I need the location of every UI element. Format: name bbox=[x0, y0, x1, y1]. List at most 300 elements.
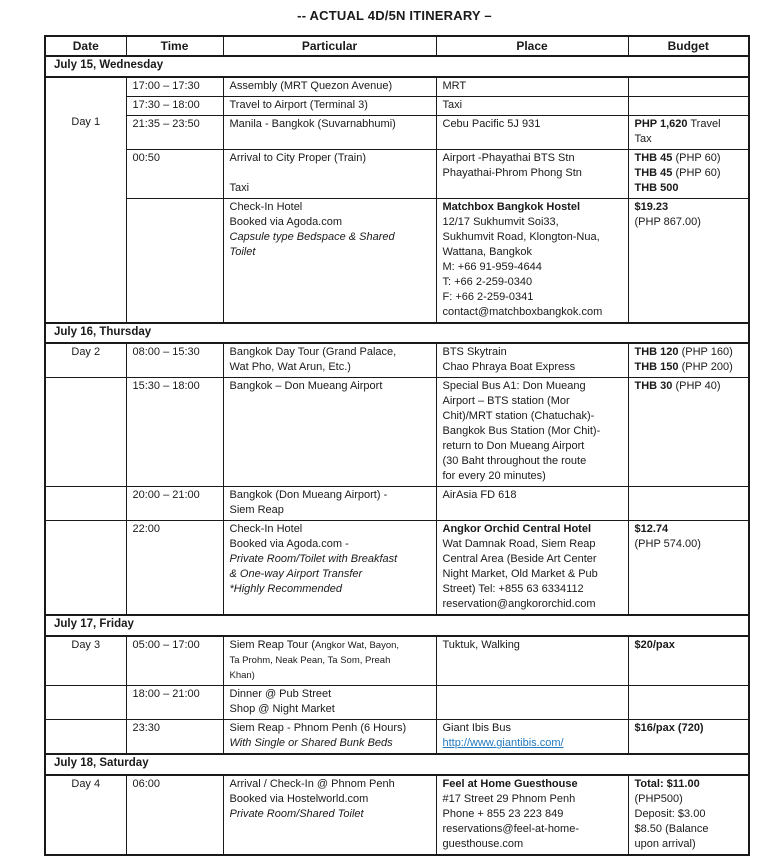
text-line bbox=[230, 166, 430, 181]
text-line bbox=[443, 290, 622, 305]
itinerary-row bbox=[45, 96, 749, 115]
text-line bbox=[443, 98, 622, 113]
date-section-label: July 16, Thursday bbox=[45, 323, 749, 344]
text-segment: #17 Street 29 Phnom Penh bbox=[442, 793, 576, 805]
text-segment: return to Don Mueang Airport bbox=[442, 440, 585, 453]
text-segment: (PHP500) bbox=[634, 793, 683, 805]
text-line bbox=[443, 469, 622, 484]
text-line bbox=[230, 567, 430, 582]
text-line bbox=[443, 215, 622, 230]
particular-cell bbox=[223, 115, 436, 149]
date-section-row bbox=[45, 615, 749, 636]
text-segment: Day 1 bbox=[71, 115, 101, 128]
text-line bbox=[133, 98, 217, 113]
particular-cell bbox=[223, 636, 436, 686]
text-segment: 05:00 – 17:00 bbox=[132, 638, 200, 651]
text-segment: $8.50 (Balance bbox=[634, 823, 709, 835]
text-line bbox=[133, 151, 217, 166]
text-segment: Day 3 bbox=[71, 638, 101, 651]
text-segment: (PHP 867.00) bbox=[634, 215, 701, 228]
text-segment: Tax bbox=[634, 132, 652, 145]
budget-cell bbox=[628, 77, 749, 97]
text-line bbox=[230, 552, 430, 567]
itinerary-row bbox=[45, 149, 749, 198]
time-cell bbox=[126, 96, 223, 115]
text-segment: Manila - Bangkok (Suvarnabhumi) bbox=[229, 117, 396, 130]
text-segment: M: +66 91-959-4644 bbox=[442, 260, 542, 273]
text-segment: Phone + 855 23 223 849 bbox=[442, 808, 564, 820]
place-cell bbox=[436, 96, 628, 115]
text-segment: Chit)/MRT station (Chatuchak)- bbox=[442, 410, 595, 423]
text-line bbox=[52, 115, 120, 130]
text-line bbox=[230, 687, 430, 702]
time-cell bbox=[126, 77, 223, 97]
text-line bbox=[230, 98, 430, 113]
text-line bbox=[443, 379, 622, 394]
text-segment: Giant Ibis Bus bbox=[442, 722, 511, 735]
text-segment: 22:00 bbox=[132, 523, 161, 536]
date-cell bbox=[45, 775, 126, 855]
date-cell bbox=[45, 77, 126, 323]
text-segment: Taxi bbox=[442, 98, 463, 111]
text-segment: MRT bbox=[442, 79, 467, 92]
date-section-label: July 15, Wednesday bbox=[45, 56, 749, 77]
text-segment: Travel to Airport (Terminal 3) bbox=[229, 98, 368, 111]
text-line bbox=[133, 638, 217, 653]
text-segment: Bangkok Bus Station (Mor Chit)- bbox=[442, 425, 601, 438]
text-segment: 15:30 – 18:00 bbox=[132, 380, 200, 393]
text-segment: Wat Damnak Road, Siem Reap bbox=[442, 538, 596, 551]
text-line bbox=[230, 488, 430, 503]
itinerary-row bbox=[45, 775, 749, 855]
budget-cell bbox=[628, 720, 749, 755]
text-segment: Booked via Hostelworld.com bbox=[229, 793, 369, 805]
text-segment: Siem Reap Tour ( bbox=[229, 638, 315, 651]
text-segment: Matchbox Bangkok Hostel bbox=[442, 200, 581, 213]
place-cell bbox=[436, 775, 628, 855]
text-segment: Siem Reap - Phnom Penh (6 Hours) bbox=[229, 722, 407, 735]
text-segment: (PHP 574.00) bbox=[634, 538, 701, 551]
text-line bbox=[443, 454, 622, 469]
text-segment: $16/pax (720) bbox=[634, 722, 704, 735]
place-cell bbox=[436, 521, 628, 616]
text-segment: Tuktuk, Walking bbox=[442, 638, 520, 651]
text-segment: Night Market, Old Market & Pub bbox=[442, 568, 598, 581]
text-line bbox=[443, 151, 622, 166]
text-segment: Angkor Orchid Central Hotel bbox=[442, 523, 592, 536]
text-segment: Airport -Phayathai BTS Stn bbox=[442, 151, 575, 164]
date-cell bbox=[45, 343, 126, 378]
budget-cell bbox=[628, 198, 749, 323]
text-segment: THB 500 bbox=[634, 181, 679, 194]
time-cell bbox=[126, 720, 223, 755]
place-cell bbox=[436, 636, 628, 686]
particular-cell bbox=[223, 149, 436, 198]
text-segment: (PHP 200) bbox=[678, 361, 733, 374]
budget-cell bbox=[628, 686, 749, 720]
text-segment: THB 45 bbox=[634, 166, 673, 179]
place-cell bbox=[436, 149, 628, 198]
text-line bbox=[635, 522, 743, 537]
text-line bbox=[443, 736, 622, 751]
budget-cell bbox=[628, 636, 749, 686]
text-segment: reservation@angkororchid.com bbox=[442, 598, 596, 611]
itinerary-row bbox=[45, 343, 749, 378]
date-section-label: July 17, Friday bbox=[45, 615, 749, 636]
text-line bbox=[230, 721, 430, 736]
text-segment: 06:00 bbox=[132, 778, 161, 790]
time-cell bbox=[126, 487, 223, 521]
budget-cell bbox=[628, 115, 749, 149]
text-line bbox=[230, 503, 430, 518]
text-line bbox=[443, 200, 622, 215]
text-segment: PHP 1,620 bbox=[634, 117, 688, 130]
text-line bbox=[635, 537, 743, 552]
text-line bbox=[443, 537, 622, 552]
particular-cell bbox=[223, 775, 436, 855]
text-segment: Bangkok Day Tour (Grand Palace, bbox=[229, 346, 397, 359]
text-segment: Day 2 bbox=[71, 346, 101, 359]
text-line bbox=[635, 360, 743, 375]
time-cell bbox=[126, 686, 223, 720]
particular-cell bbox=[223, 77, 436, 97]
text-line bbox=[133, 687, 217, 702]
text-line bbox=[230, 360, 430, 375]
time-cell bbox=[126, 378, 223, 487]
text-segment: 17:00 – 17:30 bbox=[132, 79, 200, 92]
itinerary-row bbox=[45, 720, 749, 755]
text-line bbox=[443, 230, 622, 245]
text-line bbox=[133, 79, 217, 94]
text-segment: Private Room/Toilet with Breakfast bbox=[229, 553, 398, 566]
text-segment: 00:50 bbox=[132, 151, 161, 164]
text-line bbox=[443, 638, 622, 653]
text-line bbox=[443, 822, 622, 837]
text-line bbox=[133, 777, 217, 792]
text-segment: 20:00 – 21:00 bbox=[132, 489, 200, 502]
text-segment: Wattana, Bangkok bbox=[442, 245, 532, 258]
text-segment: & One-way Airport Transfer bbox=[229, 568, 363, 581]
text-segment: F: +66 2-259-0341 bbox=[442, 290, 534, 303]
text-segment: Sukhumvit Road, Klongton-Nua, bbox=[442, 230, 600, 243]
text-segment: Travel bbox=[687, 117, 721, 130]
itinerary-table bbox=[44, 35, 750, 856]
text-segment: Check-In Hotel bbox=[229, 523, 303, 536]
text-line bbox=[443, 394, 622, 409]
text-segment: Khan) bbox=[229, 669, 255, 681]
time-cell bbox=[126, 521, 223, 616]
text-line bbox=[52, 345, 120, 360]
text-line bbox=[443, 409, 622, 424]
date-section-label: July 18, Saturday bbox=[45, 754, 749, 775]
text-line bbox=[443, 552, 622, 567]
budget-cell bbox=[628, 343, 749, 378]
text-line bbox=[443, 837, 622, 852]
text-line bbox=[635, 837, 743, 852]
text-line bbox=[635, 379, 743, 394]
text-segment: Bangkok – Don Mueang Airport bbox=[229, 380, 383, 393]
text-segment: $12.74 bbox=[634, 523, 669, 536]
text-segment: Shop @ Night Market bbox=[229, 703, 335, 716]
text-segment: BTS Skytrain bbox=[442, 346, 507, 359]
text-line bbox=[635, 151, 743, 166]
text-segment: 08:00 – 15:30 bbox=[132, 346, 200, 359]
text-segment: Check-In Hotel bbox=[229, 200, 303, 213]
text-segment: (PHP 60) bbox=[672, 151, 721, 164]
time-cell bbox=[126, 343, 223, 378]
time-cell bbox=[126, 115, 223, 149]
text-line bbox=[230, 200, 430, 215]
date-cell bbox=[45, 521, 126, 616]
text-line bbox=[230, 653, 430, 668]
text-segment: THB 150 bbox=[634, 361, 679, 374]
text-segment: guesthouse.com bbox=[442, 838, 524, 850]
document-title: -- ACTUAL 4D/5N ITINERARY – bbox=[297, 8, 492, 23]
date-section-row bbox=[45, 754, 749, 775]
text-segment: With Single or Shared Bunk Beds bbox=[229, 737, 393, 750]
text-line bbox=[52, 777, 120, 792]
text-segment: Special Bus A1: Don Mueang bbox=[442, 380, 586, 393]
date-cell bbox=[45, 378, 126, 487]
time-cell bbox=[126, 636, 223, 686]
text-segment: Bangkok (Don Mueang Airport) - bbox=[229, 489, 388, 502]
place-cell bbox=[436, 77, 628, 97]
itinerary-row bbox=[45, 521, 749, 616]
text-segment: 17:30 – 18:00 bbox=[132, 98, 200, 111]
text-line bbox=[443, 166, 622, 181]
place-cell bbox=[436, 198, 628, 323]
text-line bbox=[443, 597, 622, 612]
text-segment: Private Room/Shared Toilet bbox=[229, 808, 364, 820]
text-line bbox=[635, 638, 743, 653]
place-cell bbox=[436, 686, 628, 720]
text-line bbox=[443, 567, 622, 582]
text-segment: Booked via Agoda.com - bbox=[229, 538, 349, 551]
text-segment: Dinner @ Pub Street bbox=[229, 688, 332, 701]
text-line bbox=[635, 792, 743, 807]
text-segment: Assembly (MRT Quezon Avenue) bbox=[229, 79, 393, 92]
text-segment: $20/pax bbox=[634, 638, 675, 651]
date-cell bbox=[45, 686, 126, 720]
text-segment: Cebu Pacific 5J 931 bbox=[442, 117, 541, 130]
text-line bbox=[443, 305, 622, 320]
text-segment: Street) Tel: +855 63 6334112 bbox=[442, 583, 584, 596]
text-line bbox=[230, 537, 430, 552]
text-segment: contact@matchboxbangkok.com bbox=[442, 305, 603, 318]
text-line bbox=[443, 245, 622, 260]
time-cell bbox=[126, 775, 223, 855]
itinerary-row bbox=[45, 77, 749, 97]
particular-cell bbox=[223, 487, 436, 521]
itinerary-table-body bbox=[45, 56, 749, 855]
text-line bbox=[635, 200, 743, 215]
text-segment: 18:00 – 21:00 bbox=[132, 688, 200, 701]
itinerary-row bbox=[45, 686, 749, 720]
text-segment: THB 45 bbox=[634, 151, 673, 164]
particular-cell bbox=[223, 378, 436, 487]
text-segment: Central Area (Beside Art Center bbox=[442, 553, 597, 566]
text-segment: AirAsia FD 618 bbox=[442, 489, 517, 502]
text-line bbox=[230, 215, 430, 230]
date-cell bbox=[45, 720, 126, 755]
budget-cell bbox=[628, 149, 749, 198]
text-segment: Capsule type Bedspace & Shared bbox=[229, 230, 395, 243]
text-line bbox=[52, 638, 120, 653]
column-header-time: Time bbox=[126, 36, 223, 56]
text-line bbox=[230, 777, 430, 792]
itinerary-row bbox=[45, 487, 749, 521]
text-line bbox=[230, 151, 430, 166]
column-header-budget: Budget bbox=[628, 36, 749, 56]
budget-cell bbox=[628, 487, 749, 521]
text-line bbox=[133, 117, 217, 132]
text-segment: Airport – BTS station (Mor bbox=[442, 395, 570, 408]
text-line bbox=[230, 792, 430, 807]
text-segment: THB 30 bbox=[634, 380, 673, 393]
table-header-row bbox=[45, 36, 749, 56]
text-line bbox=[635, 807, 743, 822]
text-line bbox=[443, 522, 622, 537]
text-segment: (30 Baht throughout the route bbox=[442, 455, 587, 468]
text-segment: 23:30 bbox=[132, 722, 161, 735]
text-line bbox=[230, 702, 430, 717]
column-header-place: Place bbox=[436, 36, 628, 56]
text-line bbox=[443, 792, 622, 807]
text-segment: for every 20 minutes) bbox=[442, 470, 546, 483]
itinerary-row bbox=[45, 115, 749, 149]
date-cell bbox=[45, 487, 126, 521]
text-line bbox=[230, 807, 430, 822]
text-line bbox=[635, 777, 743, 792]
text-segment: (PHP 160) bbox=[678, 346, 733, 359]
text-segment: T: +66 2-259-0340 bbox=[442, 275, 533, 288]
text-segment: Arrival to City Proper (Train) bbox=[229, 151, 367, 164]
text-segment: THB 120 bbox=[634, 346, 679, 359]
particular-cell bbox=[223, 96, 436, 115]
text-line bbox=[635, 721, 743, 736]
place-cell bbox=[436, 487, 628, 521]
text-line bbox=[230, 117, 430, 132]
text-segment: *Highly Recommended bbox=[229, 583, 342, 596]
text-line bbox=[230, 668, 430, 683]
text-line bbox=[133, 721, 217, 736]
particular-cell bbox=[223, 720, 436, 755]
text-line bbox=[230, 582, 430, 597]
text-line bbox=[230, 345, 430, 360]
text-segment: (PHP 60) bbox=[672, 166, 721, 179]
time-cell bbox=[126, 198, 223, 323]
place-cell bbox=[436, 115, 628, 149]
text-segment: Chao Phraya Boat Express bbox=[442, 361, 576, 374]
text-line bbox=[635, 345, 743, 360]
time-cell bbox=[126, 149, 223, 198]
text-line bbox=[230, 736, 430, 751]
text-segment: Phayathai-Phrom Phong Stn bbox=[442, 166, 582, 179]
text-segment: Wat Pho, Wat Arun, Etc.) bbox=[229, 361, 351, 374]
date-section-row bbox=[45, 56, 749, 77]
text-segment: upon arrival) bbox=[634, 838, 696, 850]
text-line bbox=[133, 345, 217, 360]
itinerary-row bbox=[45, 378, 749, 487]
text-segment: Angkor Wat, Bayon, bbox=[314, 639, 400, 651]
text-segment: Arrival / Check-In @ Phnom Penh bbox=[229, 778, 395, 790]
text-line bbox=[133, 379, 217, 394]
text-line bbox=[230, 230, 430, 245]
text-segment: (PHP 40) bbox=[672, 380, 721, 393]
text-line bbox=[230, 181, 430, 196]
date-cell bbox=[45, 636, 126, 686]
place-cell bbox=[436, 343, 628, 378]
itinerary-row bbox=[45, 636, 749, 686]
text-line bbox=[443, 117, 622, 132]
particular-cell bbox=[223, 343, 436, 378]
text-segment: reservations@feel-at-home- bbox=[442, 823, 579, 835]
text-line bbox=[443, 424, 622, 439]
text-segment: 21:35 – 23:50 bbox=[132, 117, 200, 130]
text-segment: Toilet bbox=[229, 245, 256, 258]
particular-cell bbox=[223, 686, 436, 720]
column-header-date: Date bbox=[45, 36, 126, 56]
particular-cell bbox=[223, 198, 436, 323]
text-line bbox=[635, 117, 743, 132]
column-header-particular: Particular bbox=[223, 36, 436, 56]
text-line bbox=[133, 522, 217, 537]
itinerary-row bbox=[45, 198, 749, 323]
text-line bbox=[443, 807, 622, 822]
text-line bbox=[443, 360, 622, 375]
text-segment: Day 4 bbox=[71, 778, 101, 790]
text-line bbox=[230, 638, 430, 653]
text-line bbox=[443, 79, 622, 94]
text-line bbox=[635, 166, 743, 181]
text-line bbox=[443, 439, 622, 454]
text-segment: Siem Reap bbox=[229, 504, 284, 517]
text-segment: Booked via Agoda.com bbox=[229, 215, 343, 228]
text-line bbox=[443, 721, 622, 736]
text-line bbox=[230, 522, 430, 537]
place-cell bbox=[436, 378, 628, 487]
place-cell bbox=[436, 720, 628, 755]
text-line bbox=[443, 582, 622, 597]
text-line bbox=[635, 181, 743, 196]
text-line bbox=[443, 488, 622, 503]
text-line bbox=[635, 215, 743, 230]
budget-cell bbox=[628, 378, 749, 487]
text-line bbox=[443, 275, 622, 290]
particular-cell bbox=[223, 521, 436, 616]
text-segment: Feel at Home Guesthouse bbox=[442, 778, 578, 790]
text-segment: Ta Prohm, Neak Pean, Ta Som, Preah bbox=[229, 654, 391, 666]
text-segment: $19.23 bbox=[634, 200, 669, 213]
budget-cell bbox=[628, 521, 749, 616]
text-segment: 12/17 Sukhumvit Soi33, bbox=[442, 215, 559, 228]
text-line bbox=[443, 345, 622, 360]
date-section-row bbox=[45, 323, 749, 344]
text-line bbox=[635, 132, 743, 147]
text-segment: Deposit: $3.00 bbox=[634, 808, 706, 820]
text-line bbox=[443, 777, 622, 792]
budget-cell bbox=[628, 96, 749, 115]
text-line bbox=[230, 379, 430, 394]
text-line bbox=[443, 260, 622, 275]
text-line bbox=[635, 822, 743, 837]
text-line bbox=[230, 245, 430, 260]
text-segment: Total: $11.00 bbox=[634, 778, 700, 790]
text-line bbox=[133, 488, 217, 503]
text-segment: Taxi bbox=[229, 181, 250, 194]
giantibis-link[interactable]: http://www.giantibis.com/ bbox=[442, 737, 564, 750]
text-line bbox=[230, 79, 430, 94]
